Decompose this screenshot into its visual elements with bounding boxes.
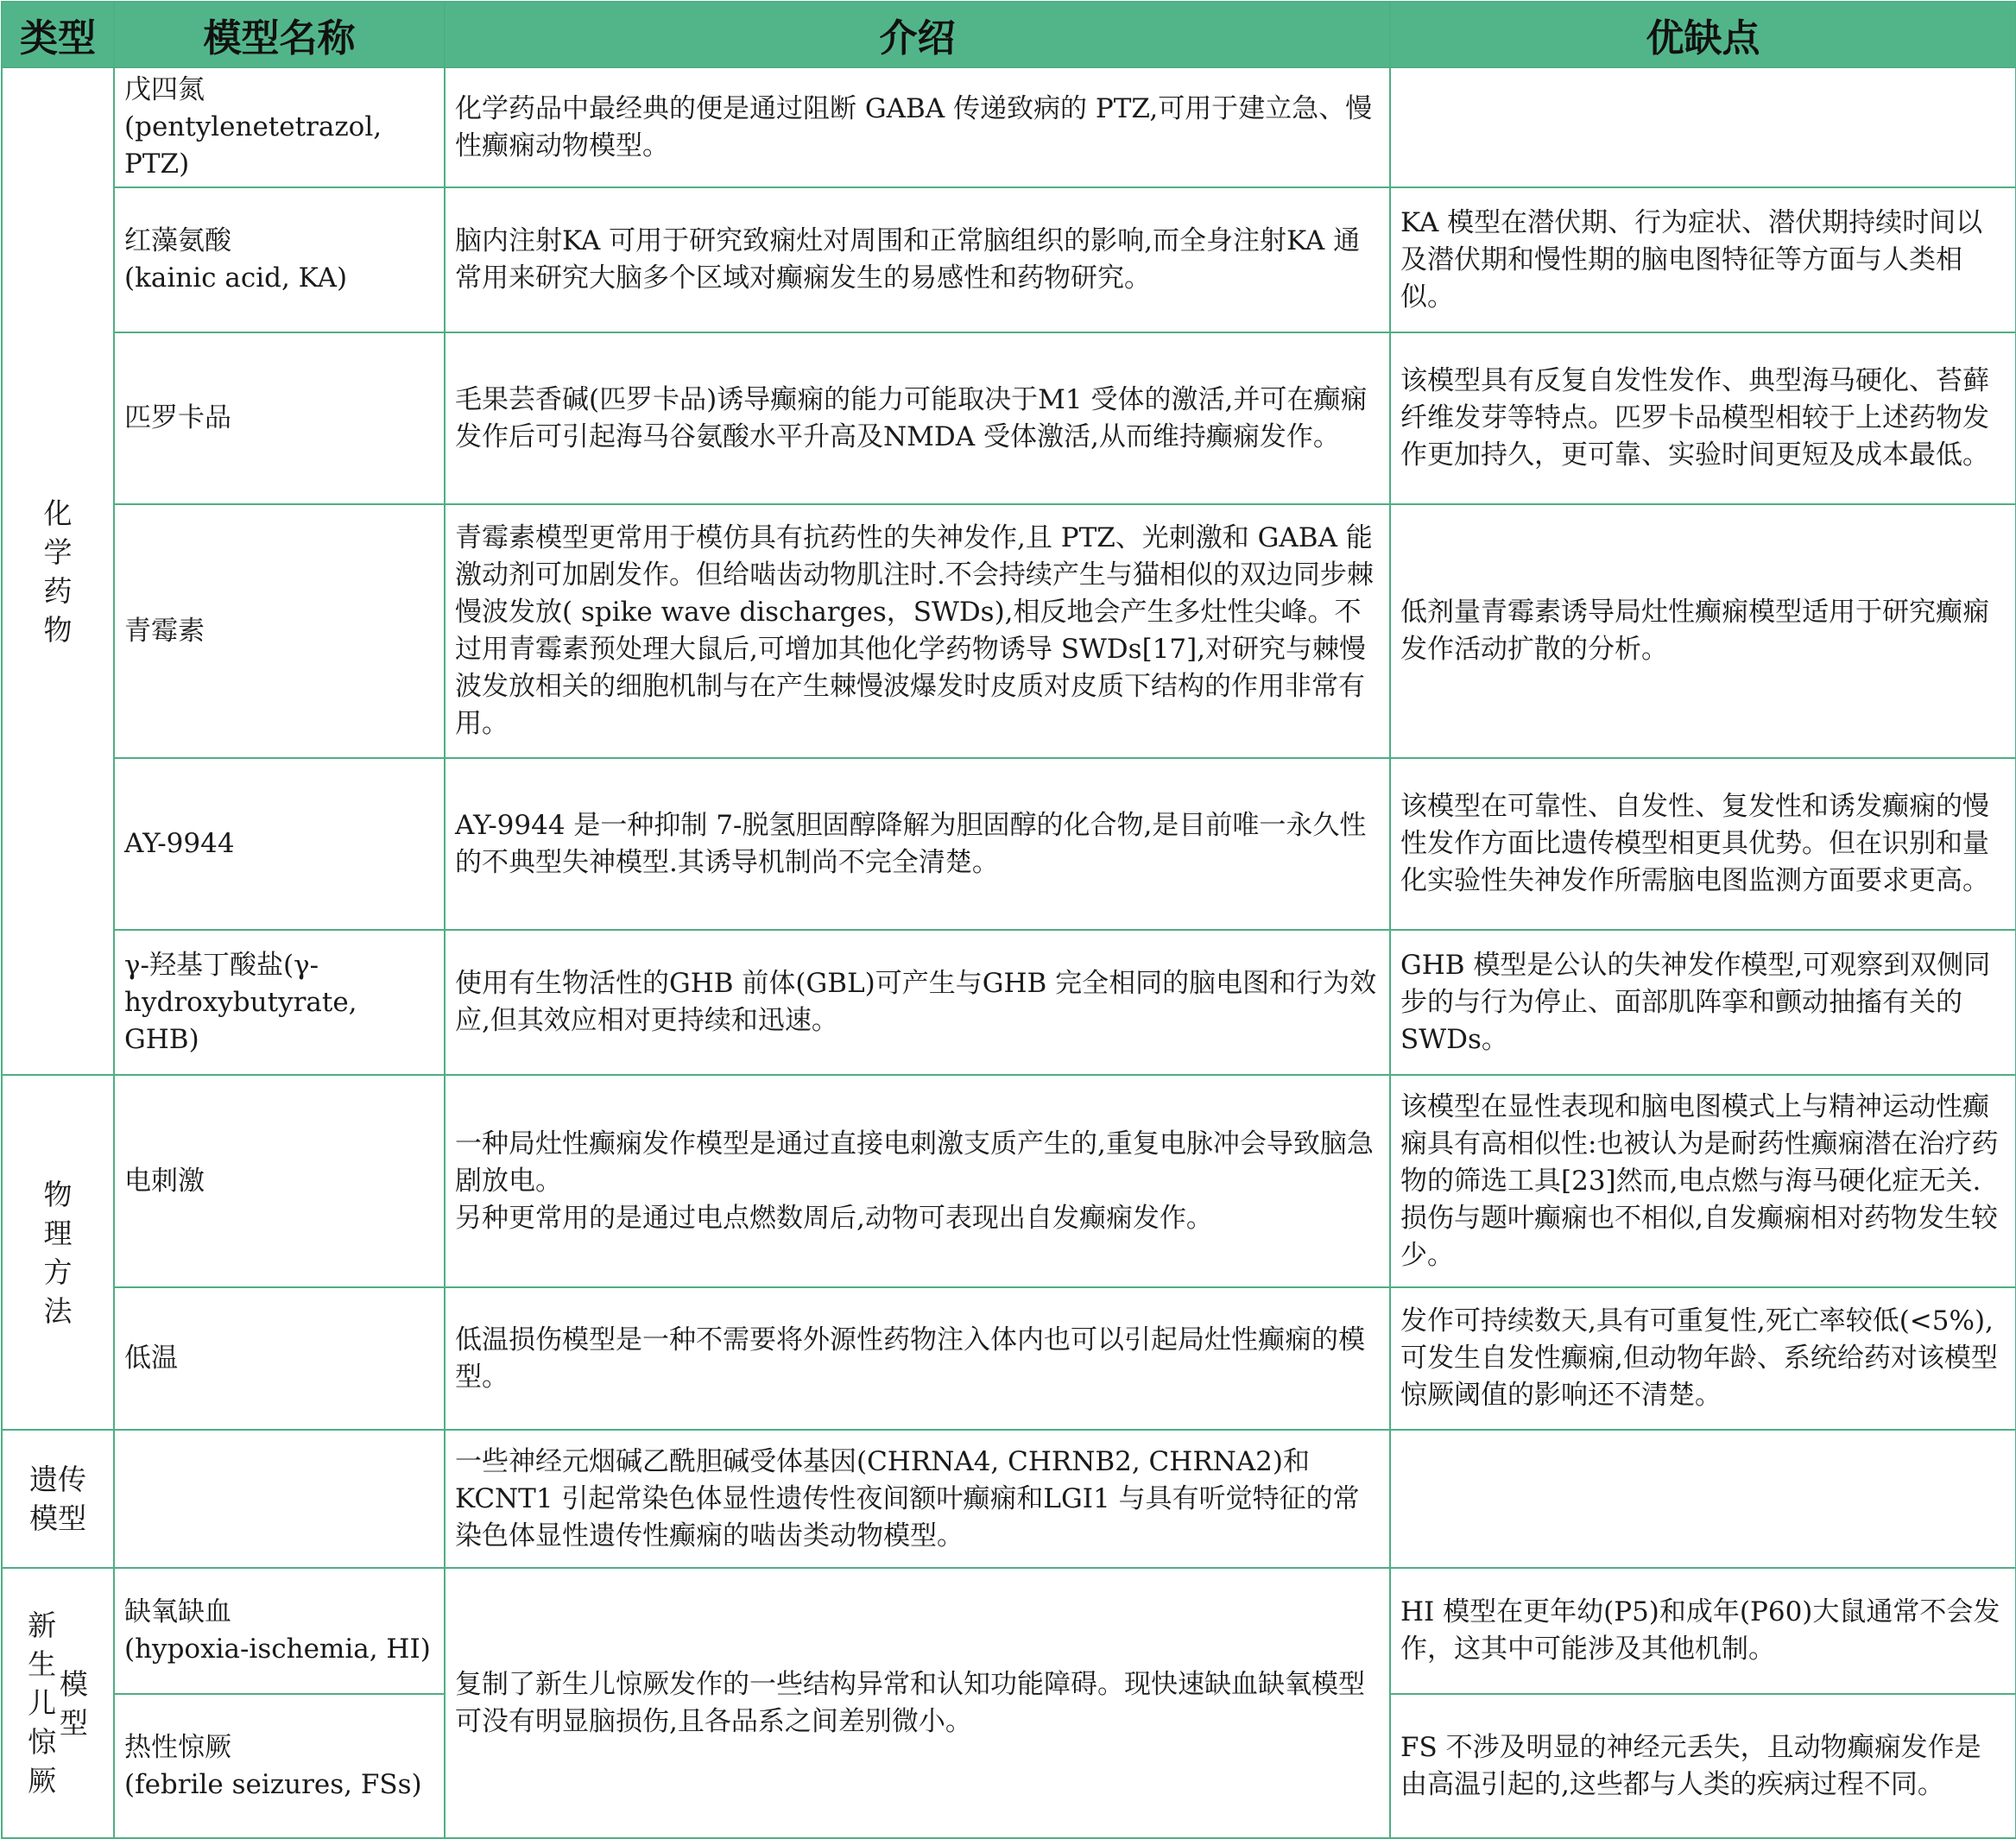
intro-cell: 青霉素模型更常用于模仿具有抗药性的失神发作,且 PTZ、光刺激和 GABA 能激动剂可加剧发作。但给啮齿动物肌注时.不会持续产生与猫相似的双边同步棘慢波发放( spike wave discharges，SWDs),相反地会产生多灶性尖峰。不过用青霉素预处理大鼠后,可增加其他化学药物诱导 SWDs[17],对研究与棘慢波发放相关的细胞机制与在产生棘慢波爆发时皮质对皮质下结构的作用非常有用。	[445, 504, 1390, 758]
table-row	[2, 1430, 2016, 1568]
intro-cell: 使用有生物活性的GHB 前体(GBL)可产生与GHB 完全相同的脑电图和行为效应,但其效应相对更持续和迅速。	[445, 930, 1390, 1075]
model-name-en: (hypoxia-ischemia, HI)	[124, 1634, 431, 1665]
header-type: 类型	[2, 2, 114, 67]
model-name-cn: 热性惊厥	[124, 1731, 231, 1763]
pros-cons-cell	[1390, 67, 2016, 187]
category-chemical	[2, 67, 114, 1075]
table-row	[2, 332, 2016, 504]
table-row	[2, 504, 2016, 758]
table-row	[2, 758, 2016, 930]
model-name-cn: 电刺激	[124, 1165, 205, 1197]
intro-cell: 毛果芸香碱(匹罗卡品)诱导癫痫的能力可能取决于M1 受体的激活,并可在癫痫发作后可引起海马谷氨酸水平升高及NMDA 受体激活,从而维持癫痫发作。	[445, 332, 1390, 504]
model-name-cell	[114, 1694, 445, 1838]
model-name-cell	[114, 758, 445, 930]
intro-cell: 一种局灶性癫痫发作模型是通过直接电刺激支质产生的,重复电脉冲会导致脑急剧放电。 另种更常用的是通过电点燃数周后,动物可表现出自发癫痫发作。	[445, 1075, 1390, 1287]
model-name-cell	[114, 930, 445, 1075]
model-name-en: (pentylenetetrazol, PTZ)	[124, 111, 382, 180]
model-name-cn: 青霉素	[124, 615, 205, 647]
category-label: 物理方法	[43, 1177, 73, 1328]
model-name-cell	[114, 1430, 445, 1568]
category-neonatal	[2, 1568, 114, 1838]
pros-cons-cell: 发作可持续数天,具有可重复性,死亡率较低(<5%),可发生自发性癫痫,但动物年龄、系统给药对该模型惊厥阈值的影响还不清楚。	[1390, 1287, 2016, 1430]
table-row	[2, 187, 2016, 332]
table-row	[2, 1568, 2016, 1694]
model-name-cn: 戊四氮	[124, 74, 205, 105]
pros-cons-cell: 低剂量青霉素诱导局灶性癫痫模型适用于研究癫痫发作活动扩散的分析。	[1390, 504, 2016, 758]
model-name-cn: 匹罗卡品	[124, 402, 231, 433]
category-genetic	[2, 1430, 114, 1568]
pros-cons-cell: 该模型具有反复自发性发作、典型海马硬化、苔藓纤维发芽等特点。匹罗卡品模型相较于上述药物发作更加持久，更可靠、实验时间更短及成本最低。	[1390, 332, 2016, 504]
category-label-suffix: 模型	[59, 1666, 88, 1740]
table-row	[2, 1287, 2016, 1430]
model-name-en: (febrile seizures, FSs)	[124, 1768, 422, 1800]
model-name-cn: AY-9944	[124, 828, 235, 859]
intro-cell: 脑内注射KA 可用于研究致痫灶对周围和正常脑组织的影响,而全身注射KA 通常用来研究大脑多个区域对癫痫发生的易感性和药物研究。	[445, 187, 1390, 332]
table-row	[2, 67, 2016, 187]
header-model-name: 模型名称	[114, 2, 445, 67]
model-name-cell	[114, 332, 445, 504]
pros-cons-cell: HI 模型在更年幼(P5)和成年(P60)大鼠通常不会发作，这其中可能涉及其他机制。	[1390, 1568, 2016, 1694]
model-name-en: (kainic acid, KA)	[124, 262, 348, 294]
model-name-cn: 红藻氨酸	[124, 225, 231, 256]
pros-cons-cell	[1390, 1430, 2016, 1568]
intro-cell: 复制了新生儿惊厥发作的一些结构异常和认知功能障碍。现快速缺血缺氧模型可没有明显脑损伤,且各品系之间差别微小。	[445, 1568, 1390, 1838]
model-name-cn: 低温	[124, 1343, 178, 1374]
intro-cell: 一些神经元烟碱乙酰胆碱受体基因(CHRNA4, CHRNB2, CHRNA2)和KCNT1 引起常染色体显性遗传性夜间额叶癫痫和LGI1 与具有听觉特征的常染色体显性遗传性癫痫的啮齿类动物模型。	[445, 1430, 1390, 1568]
epilepsy-models-table	[1, 1, 2016, 1839]
pros-cons-cell: GHB 模型是公认的失神发作模型,可观察到双侧同步的与行为停止、面部肌阵挛和颤动抽搐有关的SWDs。	[1390, 930, 2016, 1075]
model-name-cell	[114, 187, 445, 332]
intro-cell: 化学药品中最经典的便是通过阻断 GABA 传递致病的 PTZ,可用于建立急、慢性癫痫动物模型。	[445, 67, 1390, 187]
category-physical	[2, 1075, 114, 1430]
intro-cell: AY-9944 是一种抑制 7-脱氢胆固醇降解为胆固醇的化合物,是目前唯一永久性的不典型失神模型.其诱导机制尚不完全清楚。	[445, 758, 1390, 930]
header-pros-cons: 优缺点	[1390, 2, 2016, 67]
header-row	[2, 2, 2016, 67]
model-name-cn: 缺氧缺血	[124, 1596, 231, 1627]
model-name-cell	[114, 1075, 445, 1287]
model-name-cell	[114, 1568, 445, 1694]
intro-cell: 低温损伤模型是一种不需要将外源性药物注入体内也可以引起局灶性癫痫的模型。	[445, 1287, 1390, 1430]
model-name-cn: γ-羟基丁酸盐(γ-hydroxybutyrate, GHB)	[124, 949, 357, 1055]
category-label: 新生儿惊厥	[28, 1608, 57, 1798]
model-name-cell	[114, 504, 445, 758]
model-name-cell	[114, 1287, 445, 1430]
model-name-cell	[114, 67, 445, 187]
header-intro: 介绍	[445, 2, 1390, 67]
pros-cons-cell: 该模型在可靠性、自发性、复发性和诱发癫痫的慢性发作方面比遗传模型相更具优势。但在识别和量化实验性失神发作所需脑电图监测方面要求更高。	[1390, 758, 2016, 930]
category-label: 遗传模型	[28, 1463, 86, 1535]
table-row	[2, 930, 2016, 1075]
pros-cons-cell: 该模型在显性表现和脑电图模式上与精神运动性癫痫具有高相似性:也被认为是耐药性癫痫潜在治疗药物的筛选工具[23]然而,电点燃与海马硬化症无关.损伤与题叶癫痫也不相似,自发癫痫相对药物发生较少。	[1390, 1075, 2016, 1287]
pros-cons-cell: KA 模型在潜伏期、行为症状、潜伏期持续时间以及潜伏期和慢性期的脑电图特征等方面与人类相似。	[1390, 187, 2016, 332]
category-label: 化学药物	[43, 496, 73, 647]
pros-cons-cell: FS 不涉及明显的神经元丢失，且动物癫痫发作是由高温引起的,这些都与人类的疾病过程不同。	[1390, 1694, 2016, 1838]
table-row	[2, 1075, 2016, 1287]
